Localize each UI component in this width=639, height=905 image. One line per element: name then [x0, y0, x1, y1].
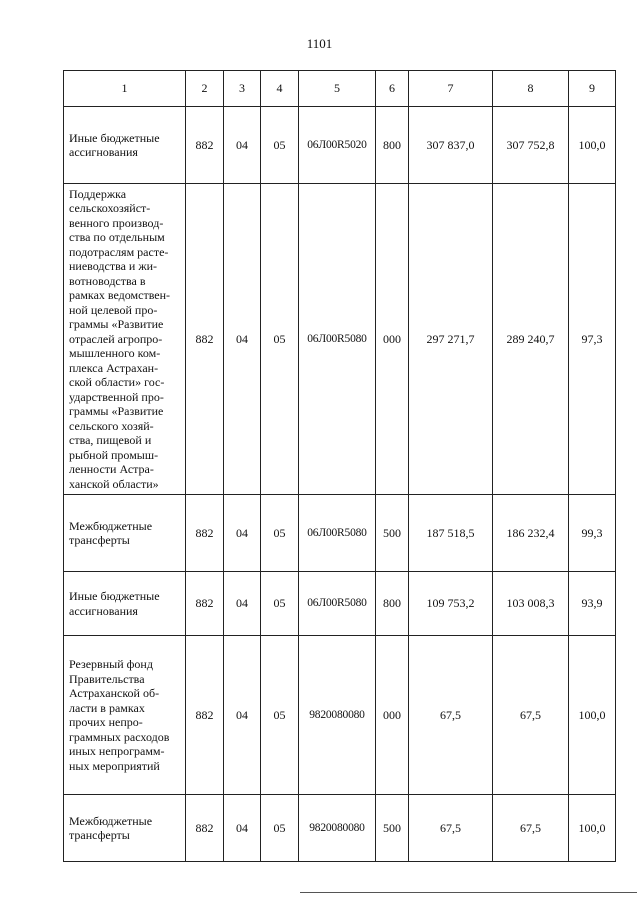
row-name-line: ханской области» [69, 476, 159, 491]
column-header: 7 [409, 71, 493, 107]
table-row [64, 572, 616, 636]
row-name-line: Правительства [69, 671, 145, 686]
row-name-line: Иные бюджетные [69, 589, 160, 603]
cell-expense-type: 500 [376, 495, 409, 572]
row-name [64, 184, 186, 495]
row-name-line: плекса Астрахан- [69, 360, 159, 375]
cell-expense-type: 500 [376, 795, 409, 862]
cell-subsection: 05 [261, 495, 299, 572]
row-name-line: Межбюджетные [69, 813, 153, 828]
row-name-line: ства, пищевой и [69, 433, 152, 448]
cell-expense-type: 000 [376, 636, 409, 795]
cell-section: 04 [224, 795, 261, 862]
cell-percent: 93,9 [569, 572, 616, 636]
row-name [64, 495, 186, 572]
header-row [64, 71, 616, 107]
cell-admin-code: 882 [186, 495, 224, 572]
cell-subsection: 05 [261, 636, 299, 795]
cell-target-article: 9820080080 [299, 636, 376, 795]
row-name-line: ниеводства и жи- [69, 259, 158, 274]
cell-section: 04 [224, 636, 261, 795]
cell-section: 04 [224, 184, 261, 495]
row-name-line: Астраханской об- [69, 686, 160, 700]
row-name [64, 795, 186, 862]
cell-percent: 100,0 [569, 107, 616, 184]
cell-subsection: 05 [261, 572, 299, 636]
cell-section: 04 [224, 495, 261, 572]
cell-expense-type: 800 [376, 107, 409, 184]
row-name-line: ных мероприятий [69, 758, 160, 773]
cell-expense-type: 800 [376, 572, 409, 636]
cell-admin-code: 882 [186, 795, 224, 862]
cell-executed-amount: 67,5 [493, 795, 569, 862]
cell-percent: 100,0 [569, 795, 616, 862]
column-header: 8 [493, 71, 569, 107]
row-name-line: граммы «Развитие [69, 404, 164, 419]
cell-executed-amount: 186 232,4 [493, 495, 569, 572]
row-name-line: ласти в рамках [69, 700, 145, 715]
cell-admin-code: 882 [186, 107, 224, 184]
cell-target-article: 06Л00R5080 [299, 572, 376, 636]
row-name-line: Поддержка [69, 186, 127, 201]
cell-approved-amount: 297 271,7 [409, 184, 493, 495]
row-name-line: вотноводства в [69, 273, 146, 288]
row-name-line: ной целевой про- [69, 302, 158, 317]
cell-section: 04 [224, 572, 261, 636]
cell-executed-amount: 103 008,3 [493, 572, 569, 636]
cell-target-article: 06Л00R5080 [299, 495, 376, 572]
cell-admin-code: 882 [186, 572, 224, 636]
row-name [64, 636, 186, 795]
cell-executed-amount: 307 752,8 [493, 107, 569, 184]
cell-subsection: 05 [261, 184, 299, 495]
row-name-line: ударственной про- [69, 389, 164, 404]
row-name-line: сельского хозяй- [69, 418, 154, 433]
row-name-line: Межбюджетные [69, 518, 153, 533]
row-name-line: граммных расходов [69, 729, 170, 744]
cell-subsection: 05 [261, 795, 299, 862]
row-name-line: ской области» гос- [69, 375, 165, 390]
cell-executed-amount: 67,5 [493, 636, 569, 795]
table-row [64, 495, 616, 572]
cell-approved-amount: 307 837,0 [409, 107, 493, 184]
column-header: 4 [261, 71, 299, 107]
table-row [64, 795, 616, 862]
table-row [64, 184, 616, 495]
row-name [64, 107, 186, 184]
cell-approved-amount: 109 753,2 [409, 572, 493, 636]
column-header: 9 [569, 71, 616, 107]
cell-percent: 100,0 [569, 636, 616, 795]
row-name [64, 572, 186, 636]
table-row [64, 107, 616, 184]
row-name-line: ассигнования [69, 145, 138, 159]
cell-target-article: 9820080080 [299, 795, 376, 862]
cell-section: 04 [224, 107, 261, 184]
column-header: 5 [299, 71, 376, 107]
cell-approved-amount: 67,5 [409, 636, 493, 795]
row-name-line: трансферты [69, 828, 130, 842]
budget-table [63, 70, 616, 862]
row-name-line: рамках ведомствен- [69, 288, 171, 303]
column-header: 3 [224, 71, 261, 107]
cell-expense-type: 000 [376, 184, 409, 495]
row-name-line: граммы «Развитие [69, 317, 164, 332]
row-name-line: венного производ- [69, 215, 164, 230]
column-header: 2 [186, 71, 224, 107]
cell-target-article: 06Л00R5020 [299, 107, 376, 184]
cell-percent: 97,3 [569, 184, 616, 495]
cell-admin-code: 882 [186, 636, 224, 795]
cell-admin-code: 882 [186, 184, 224, 495]
row-name-line: ассигнования [69, 603, 138, 618]
row-name-line: подотраслям расте- [69, 244, 169, 259]
cell-percent: 99,3 [569, 495, 616, 572]
table-row [64, 636, 616, 795]
row-name-line: рыбной промыш- [69, 447, 159, 462]
cell-executed-amount: 289 240,7 [493, 184, 569, 495]
column-header: 1 [64, 71, 186, 107]
cell-approved-amount: 187 518,5 [409, 495, 493, 572]
cell-target-article: 06Л00R5080 [299, 184, 376, 495]
row-name-line: Иные бюджетные [69, 130, 160, 145]
column-header: 6 [376, 71, 409, 107]
cell-approved-amount: 67,5 [409, 795, 493, 862]
row-name-line: ленности Астра- [69, 462, 154, 477]
row-name-line: Резервный фонд [69, 657, 153, 671]
row-name-line: мышленного ком- [69, 346, 161, 361]
row-name-line: трансферты [69, 533, 130, 547]
row-name-line: ства по отдельным [69, 230, 165, 245]
footer-divider [300, 892, 637, 893]
row-name-line: иных непрограмм- [69, 744, 165, 758]
row-name-line: сельскохозяйст- [69, 201, 151, 216]
row-name-line: прочих непро- [69, 715, 143, 729]
cell-subsection: 05 [261, 107, 299, 184]
row-name-line: отраслей агропро- [69, 331, 163, 346]
page-number: 1101 [306, 36, 333, 51]
